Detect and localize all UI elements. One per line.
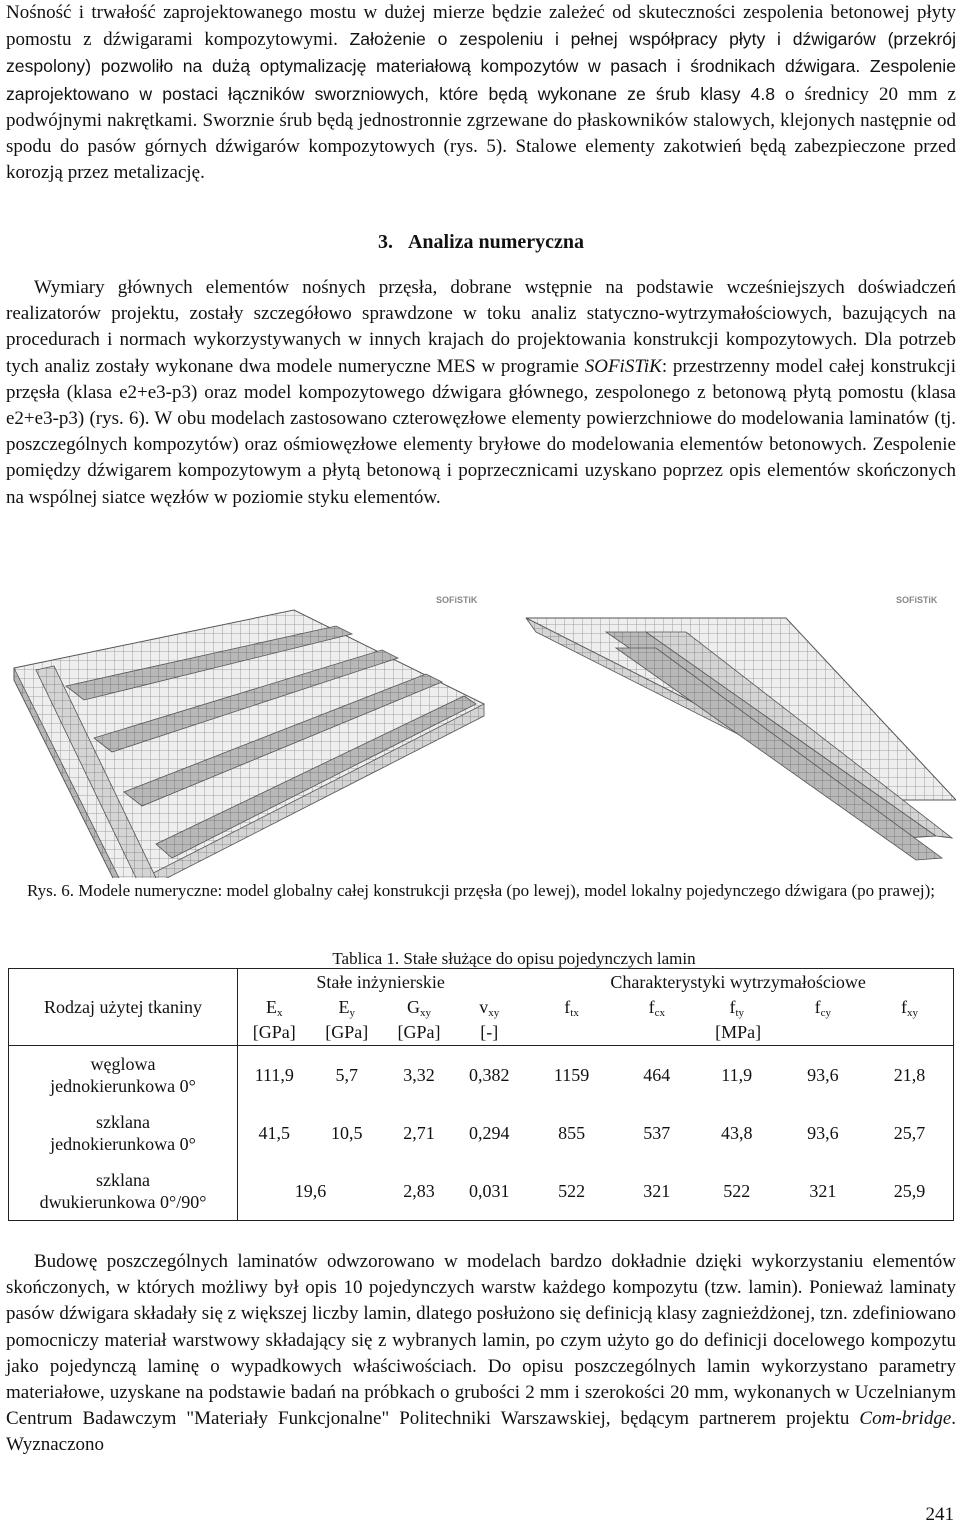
- cell-Gxy: 3,32: [403, 1064, 435, 1085]
- cell-ftx: 855: [558, 1122, 586, 1143]
- table-row: [9, 1104, 954, 1162]
- unit-vxy: [-]: [455, 1019, 523, 1046]
- header-fxy: $f_{xy}$: [900, 996, 918, 1019]
- global-model-mesh: [14, 595, 484, 878]
- paragraph-composite-connection: [6, 0, 956, 186]
- text: . Wyznaczono: [6, 1408, 956, 1456]
- row-fabric-name: szklana dwukierunkowa 0°/90°: [9, 1162, 238, 1221]
- local-model-mesh: [526, 595, 956, 860]
- header-fcy: $f_{cy}$: [814, 996, 832, 1019]
- sofistik-logo-left: SOFiSTiK: [436, 595, 478, 605]
- header-engineering-constants: Stałe inżynierskie: [316, 971, 445, 992]
- cell-fcx: 537: [643, 1122, 671, 1143]
- figure-fem-models: [6, 588, 956, 878]
- table-row: [9, 1046, 954, 1105]
- project-name: Com-bridge: [859, 1408, 952, 1430]
- cell-fcx: 464: [643, 1064, 671, 1085]
- sofistik-logo-right: SOFiSTiK: [896, 595, 938, 605]
- cell-vxy: 0,294: [468, 1122, 510, 1143]
- text: Budowę poszczególnych laminatów odwzorowano w modelach bardzo dokładnie dzięki wykorzystaniu elementów skończonych, w których możliwy był opis 10 pojedynczych warstw każdego kompozytu (tzw. lamin). Ponieważ laminaty pasów dźwigara składały się z większej liczby lamin, dlatego posłużono się definicją klasy zagnieżdżonej, tzn. zdefiniowano pomocniczy materiał warstwowy składający się z wybranych lamin, po czym użyto go do definicji docelowego kompozytu jako pojedynczą laminę o wypadkowych właściwościach. Do opisu poszczególnych lamin wykorzystano parametry materiałowe, uzyskane na podstawie badań na próbkach o grubości 2 mm i szerokości 20 mm, wykonanych w Uczelnianym Centrum Badawczym "Materiały Funkcjonalne" Politechniki Warszawskiej, będącym partnerem projektu: [6, 1251, 956, 1430]
- text: : przestrzenny model całej konstrukcji przęsła (klasa e2+e3-p3) oraz model kompozytowego dźwigara głównego, zespolonego z betonową płytą pomostu (klasa e2+e3-p3) (rys. 6). W obu modelach zastosowano czterowęzłowe elementy powierzchniowe do modelowania laminatów (tj. poszczególnych kompozytów) oraz ośmiowęzłowe elementy bryłowe do modelowania elementów betonowych. Zespolenie pomiędzy dźwigarem kompozytowym a płytą betonową i poprzecznicami uzyskano poprzez opis elementów skończonych na wspólnej siatce węzłów w poziomie styku elementów.: [6, 355, 956, 508]
- figure-caption: Rys. 6. Modele numeryczne: model globalny całej konstrukcji przęsła (po lewej), model lokalny pojedynczego dźwigara (po prawej);: [26, 881, 936, 900]
- program-name: SOFiSTiK: [584, 355, 662, 377]
- cell-ftx: 1159: [553, 1064, 590, 1085]
- paragraph-numerical-analysis: [6, 275, 956, 511]
- table-title: Tablica 1. Stałe służące do opisu pojedynczych lamin: [332, 949, 696, 968]
- table-header-row: [9, 969, 954, 996]
- paragraph-laminate-modelling: [6, 1249, 956, 1459]
- cell-fcy: 93,6: [807, 1122, 839, 1143]
- header-fty: $f_{ty}$: [729, 996, 744, 1019]
- cell-fcy: 93,6: [807, 1064, 839, 1085]
- unit-Ey: [GPa]: [311, 1019, 383, 1046]
- cell-vxy: 0,382: [468, 1064, 510, 1085]
- unit-strength: [MPa]: [523, 1019, 953, 1046]
- unit-Ex: [GPa]: [238, 1019, 311, 1046]
- cell-Gxy: 2,83: [403, 1180, 435, 1201]
- header-fabric-type: Rodzaj użytej tkaniny: [9, 969, 238, 1046]
- cell-fty: 11,9: [721, 1064, 753, 1085]
- cell-fcx: 321: [643, 1180, 671, 1201]
- row-fabric-name: szklana jednokierunkowa 0°: [9, 1104, 238, 1162]
- header-strength: Charakterystyki wytrzymałościowe: [610, 971, 866, 992]
- cell-fcy: 321: [809, 1180, 837, 1201]
- cell-fxy: 21,8: [893, 1064, 926, 1085]
- header-fcx: $f_{cx}$: [648, 996, 665, 1019]
- header-Gxy: $G_{xy}$: [407, 996, 432, 1019]
- cell-ftx: 522: [558, 1180, 586, 1201]
- lamina-constants-table: [8, 968, 954, 1221]
- cell-Ex: 111,9: [254, 1064, 294, 1085]
- cell-fty: 43,8: [720, 1122, 753, 1143]
- cell-fty: 522: [723, 1180, 751, 1201]
- fem-models-image: [6, 588, 956, 878]
- cell-Ex: 41,5: [258, 1122, 291, 1143]
- cell-Gxy: 2,71: [403, 1122, 435, 1143]
- cell-Ey: 10,5: [331, 1122, 363, 1143]
- section-heading: 3. Analiza numeryczna: [377, 231, 585, 253]
- cell-vxy: 0,031: [468, 1180, 510, 1201]
- text-sans: Założenie o zespoleniu i pełnej współpracy płyty i dźwigarów (przekrój zespolony) pozwoliło na dużą optymalizację materiałową kompozytów w pasach i środnikach dźwigara. Zespolenie zaprojektowano w postaci łączników sworzniowych, które będą wykonane ze śrub klasy 4.8: [6, 29, 956, 104]
- page-number: 241: [925, 1504, 954, 1525]
- header-Ex: $E_x$: [266, 996, 283, 1019]
- header-ftx: $f_{tx}$: [564, 996, 579, 1019]
- cell-Exy-combined: 19,6: [294, 1180, 327, 1201]
- text-serif: Nośność i trwałość zaprojektowanego mostu w dużej mierze będzie zależeć od skuteczności zespolenia betonowej płyty pomostu z dźwigarami kompozytowymi.: [6, 2, 956, 51]
- unit-Gxy: [GPa]: [383, 1019, 455, 1046]
- header-Ey: $E_y$: [338, 996, 355, 1019]
- header-vxy: $v_{xy}$: [479, 996, 500, 1019]
- text-serif: o średnicy 20 mm z podwójnymi nakrętkami. Sworznie śrub będą jednostronnie zgrzewane do płaskowników stalowych, klejonych następnie od spodu do pasów górnych dźwigarów kompozytowych (rys. 5). Stalowe elementy zakotwień będą zabezpieczone przed korozją przez metalizację.: [6, 83, 956, 184]
- text: Wymiary głównych elementów nośnych przęsła, dobrane wstępnie na podstawie wcześniejszych doświadczeń realizatorów projektu, zostały szczegółowo sprawdzone w toku analiz statyczno-wytrzymałościowych, bazujących na procedurach i normach wykorzystywanych w innych krajach do projektowania konstrukcji kompozytowych. Dla potrzeb tych analiz zostały wykonane dwa modele numeryczne MES w programie: [6, 277, 956, 377]
- row-fabric-name: węglowa jednokierunkowa 0°: [9, 1046, 238, 1105]
- cell-fxy: 25,9: [893, 1180, 926, 1201]
- cell-Ey: 5,7: [335, 1064, 358, 1085]
- cell-fxy: 25,7: [893, 1122, 926, 1143]
- table-row: [9, 1162, 954, 1221]
